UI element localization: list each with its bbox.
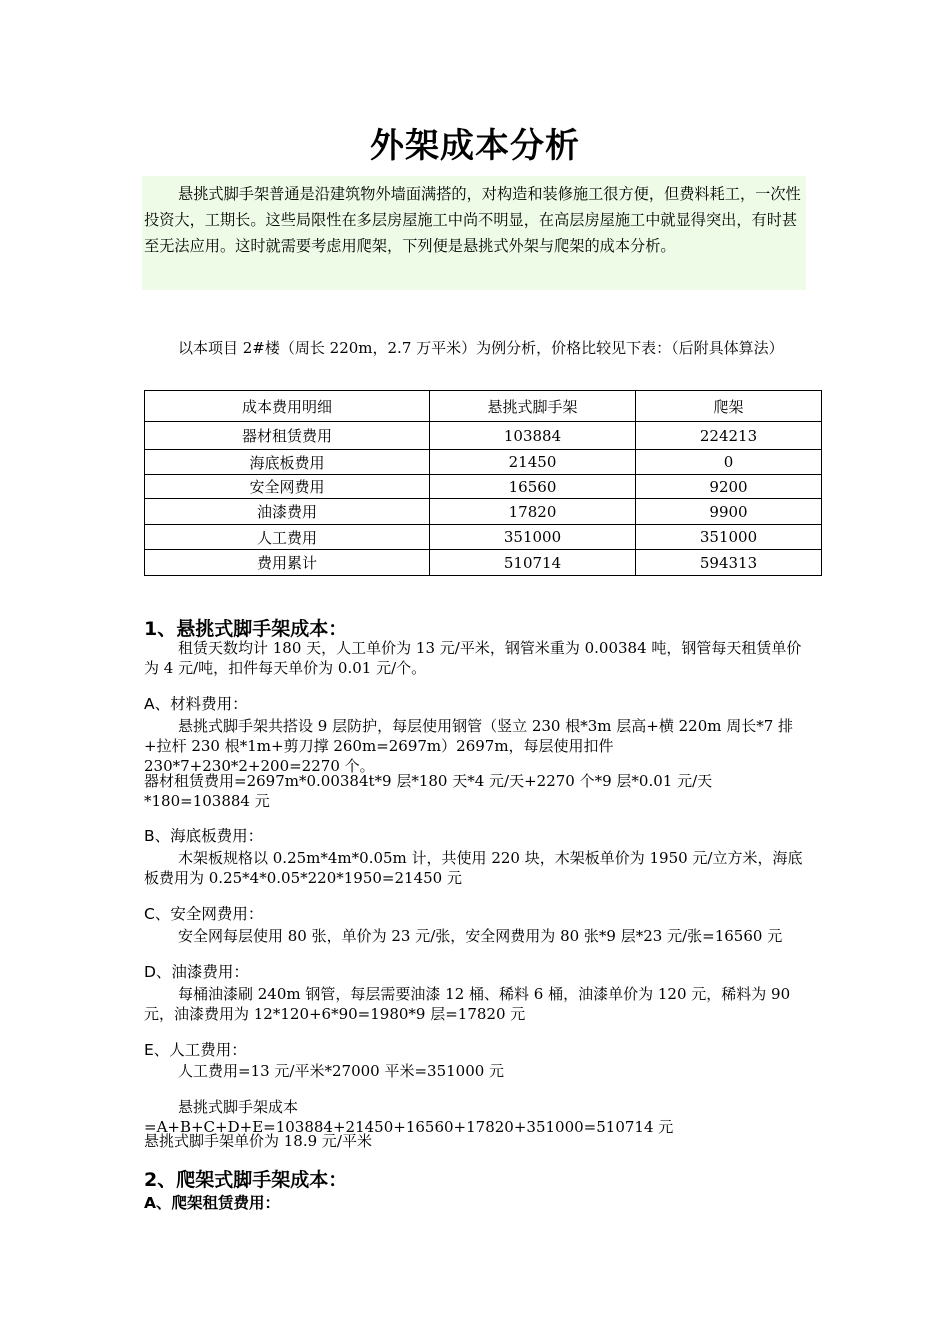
table-cell: 17820 <box>430 499 636 525</box>
section1-d-paragraph: 每桶油漆刷 240m 钢管，每层需要油漆 12 桶、稀料 6 桶，油漆单价为 120 元，稀料为 90 元，油漆费用为 12*120+6*90=1980*9 层=17820 元 <box>144 985 791 1023</box>
table-cell: 0 <box>636 450 822 475</box>
cost-comparison-table <box>144 390 822 576</box>
section1-e-paragraph: 人工费用=13 元/平米*27000 平米=351000 元 <box>178 1062 505 1080</box>
table-header-cell: 成本费用明细 <box>145 391 430 422</box>
table-header-cell: 悬挑式脚手架 <box>430 391 636 422</box>
page-title: 外架成本分析 <box>370 126 580 166</box>
section1-heading: 1、悬挑式脚手架成本： <box>144 618 348 640</box>
section2-a-heading: A、爬架租赁费用： <box>144 1194 280 1212</box>
section1-a-formula: 器材租赁费用=2697m*0.00384t*9 层*180 天*4 元/天+2270 个*9 层*0.01 元/天*180=103884 元 <box>144 772 713 810</box>
table-cell: 油漆费用 <box>145 499 430 525</box>
table-cell: 16560 <box>430 475 636 499</box>
table-cell: 21450 <box>430 450 636 475</box>
table-cell: 351000 <box>636 525 822 550</box>
intro-paragraph: 悬挑式脚手架普通是沿建筑物外墙面满搭的，对构造和装修施工很方便，但费料耗工，一次性投资大，工期长。这些局限性在多层房屋施工中尚不明显，在高层房屋施工中就显得突出，有时甚至无法应用。这时就需要考虑用爬架，下列便是悬挑式外架与爬架的成本分析。 <box>142 176 806 290</box>
section1-total: 悬挑式脚手架成本=A+B+C+D+E=103884+21450+16560+17820+351000=510714 元 <box>144 1098 674 1136</box>
table-cell: 费用累计 <box>145 550 430 576</box>
table-row <box>145 550 822 576</box>
table-row <box>145 499 822 525</box>
section1-e-heading: E、人工费用： <box>144 1041 247 1059</box>
table-cell: 9200 <box>636 475 822 499</box>
section1-b-heading: B、海底板费用： <box>144 827 264 845</box>
table-row <box>145 475 822 499</box>
table-row <box>145 422 822 450</box>
example-paragraph: 以本项目 2#楼（周长 220m，2.7 万平米）为例分析，价格比较见下表：（后附具体算法） <box>178 339 784 357</box>
table-cell: 人工费用 <box>145 525 430 550</box>
section1-b-paragraph: 木架板规格以 0.25m*4m*0.05m 计，共使用 220 块，木架板单价为 1950 元/立方米，海底板费用为 0.25*4*0.05*220*1950=21450 元 <box>144 849 803 887</box>
table-cell: 器材租赁费用 <box>145 422 430 450</box>
table-cell: 9900 <box>636 499 822 525</box>
section1-a-paragraph: 悬挑式脚手架共搭设 9 层防护，每层使用钢管（竖立 230 根*3m 层高+横 220m 周长*7 排+拉杆 230 根*1m+剪刀撑 260m=2697m）2697m，每层使用扣件 230*7+230*2+200=2270 个。 <box>144 717 794 775</box>
section1-d-heading: D、油漆费用： <box>144 963 249 981</box>
table-header-row <box>145 391 822 422</box>
section1-paragraph: 租赁天数均计 180 天，人工单价为 13 元/平米，钢管米重为 0.00384 吨，钢管每天租赁单价为 4 元/吨，扣件每天单价为 0.01 元/个。 <box>144 639 802 677</box>
table-cell: 海底板费用 <box>145 450 430 475</box>
table-cell: 224213 <box>636 422 822 450</box>
table-cell: 103884 <box>430 422 636 450</box>
table-row <box>145 525 822 550</box>
section2-heading: 2、爬架式脚手架成本： <box>144 1169 348 1191</box>
table-cell: 510714 <box>430 550 636 576</box>
table-header-cell: 爬架 <box>636 391 822 422</box>
table-cell: 594313 <box>636 550 822 576</box>
section1-a-heading: A、材料费用： <box>144 695 248 713</box>
section1-c-paragraph: 安全网每层使用 80 张，单价为 23 元/张，安全网费用为 80 张*9 层*23 元/张=16560 元 <box>178 927 783 945</box>
table-cell: 安全网费用 <box>145 475 430 499</box>
section1-c-heading: C、安全网费用： <box>144 905 264 923</box>
section1-unit-price: 悬挑式脚手架单价为 18.9 元/平米 <box>144 1132 372 1150</box>
table-cell: 351000 <box>430 525 636 550</box>
table-row <box>145 450 822 475</box>
